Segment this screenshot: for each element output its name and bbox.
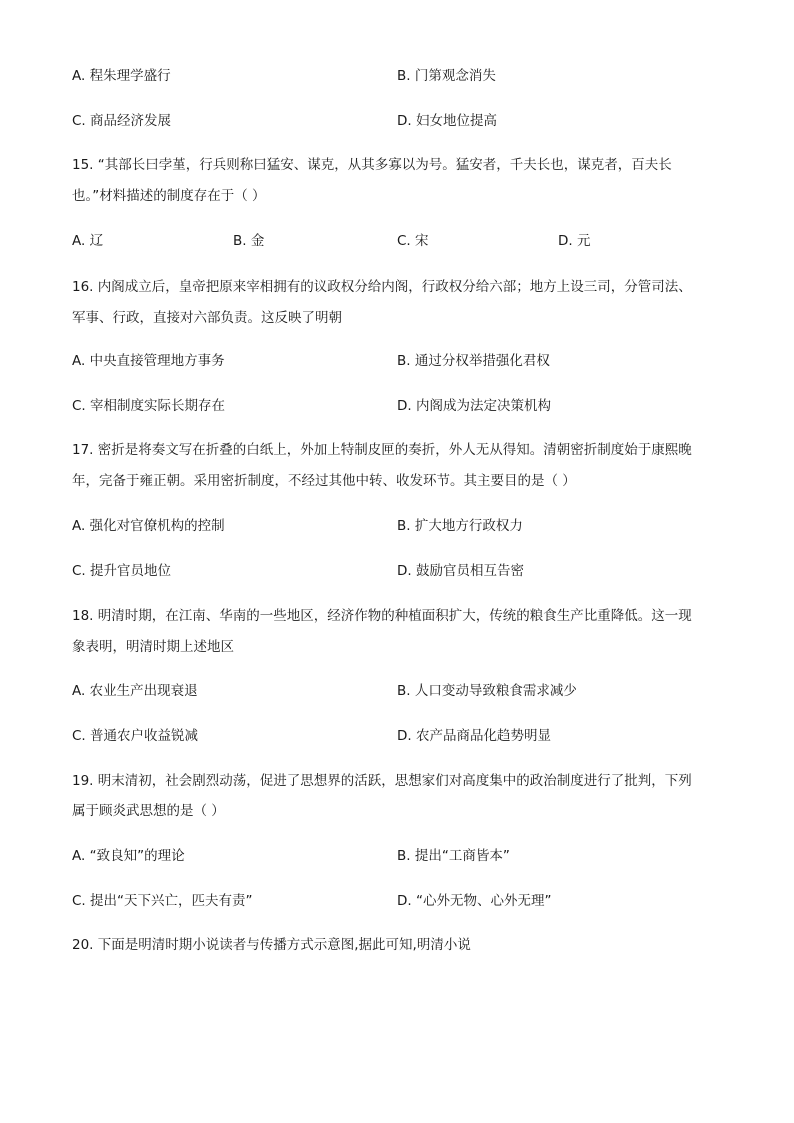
q17-option-d: D. 鼓励官员相互告密	[397, 563, 524, 579]
q17-stem-line2: 年，完备于雍正朝。采用密折制度，不经过其他中转、收发环节。其主要目的是（ ）	[72, 473, 576, 489]
q15-option-c: C. 宋	[397, 233, 429, 249]
q16-stem-line1: 16. 内阁成立后，皇帝把原来宰相拥有的议政权分给内阁，行政权分给六部；地方上设三司，分管司法、	[72, 279, 692, 295]
q17-option-a: A. 强化对官僚机构的控制	[72, 518, 225, 534]
q16-option-b: B. 通过分权举措强化君权	[397, 353, 550, 369]
q14-option-b: B. 门第观念消失	[397, 68, 496, 84]
q20-stem-line1: 20. 下面是明清时期小说读者与传播方式示意图,据此可知,明清小说	[72, 937, 471, 953]
q19-option-c: C. 提出“天下兴亡，匹夫有责”	[72, 893, 253, 909]
q16-option-a: A. 中央直接管理地方事务	[72, 353, 225, 369]
q16-option-d: D. 内阁成为法定决策机构	[397, 398, 551, 414]
q14-option-a: A. 程朱理学盛行	[72, 68, 171, 84]
q18-option-d: D. 农产品商品化趋势明显	[397, 728, 551, 744]
q19-option-b: B. 提出“工商皆本”	[397, 848, 510, 864]
q15-option-d: D. 元	[558, 233, 591, 249]
q15-stem-line2: 也。”材料描述的制度存在于（ ）	[72, 188, 266, 204]
q14-option-d: D. 妇女地位提高	[397, 113, 497, 129]
q17-stem-line1: 17. 密折是将奏文写在折叠的白纸上，外加上特制皮匣的奏折，外人无从得知。清朝密折制度始于康熙晚	[72, 442, 692, 458]
q19-stem-line2: 属于顾炎武思想的是（ ）	[72, 803, 225, 819]
q18-stem-line1: 18. 明清时期，在江南、华南的一些地区，经济作物的种植面积扩大，传统的粮食生产比重降低。这一现	[72, 608, 692, 624]
q17-option-b: B. 扩大地方行政权力	[397, 518, 523, 534]
q15-option-b: B. 金	[233, 233, 265, 249]
q15-option-a: A. 辽	[72, 233, 104, 249]
q18-option-c: C. 普通农户收益锐减	[72, 728, 199, 744]
q16-stem-line2: 军事、行政，直接对六部负责。这反映了明朝	[72, 310, 342, 326]
q16-option-c: C. 宰相制度实际长期存在	[72, 398, 226, 414]
q14-option-c: C. 商品经济发展	[72, 113, 172, 129]
q18-stem-line2: 象表明，明清时期上述地区	[72, 639, 234, 655]
q17-option-c: C. 提升官员地位	[72, 563, 172, 579]
q18-option-a: A. 农业生产出现衰退	[72, 683, 198, 699]
q19-option-a: A. “致良知”的理论	[72, 848, 185, 864]
q15-stem-line1: 15. “其部长曰孛堇，行兵则称曰猛安、谋克，从其多寡以为号。猛安者，千夫长也，谋克者，百夫长	[72, 157, 672, 173]
q18-option-b: B. 人口变动导致粮食需求减少	[397, 683, 577, 699]
q19-stem-line1: 19. 明末清初，社会剧烈动荡，促进了思想界的活跃，思想家们对高度集中的政治制度进行了批判，下列	[72, 773, 692, 789]
q19-option-d: D. “心外无物、心外无理”	[397, 893, 552, 909]
